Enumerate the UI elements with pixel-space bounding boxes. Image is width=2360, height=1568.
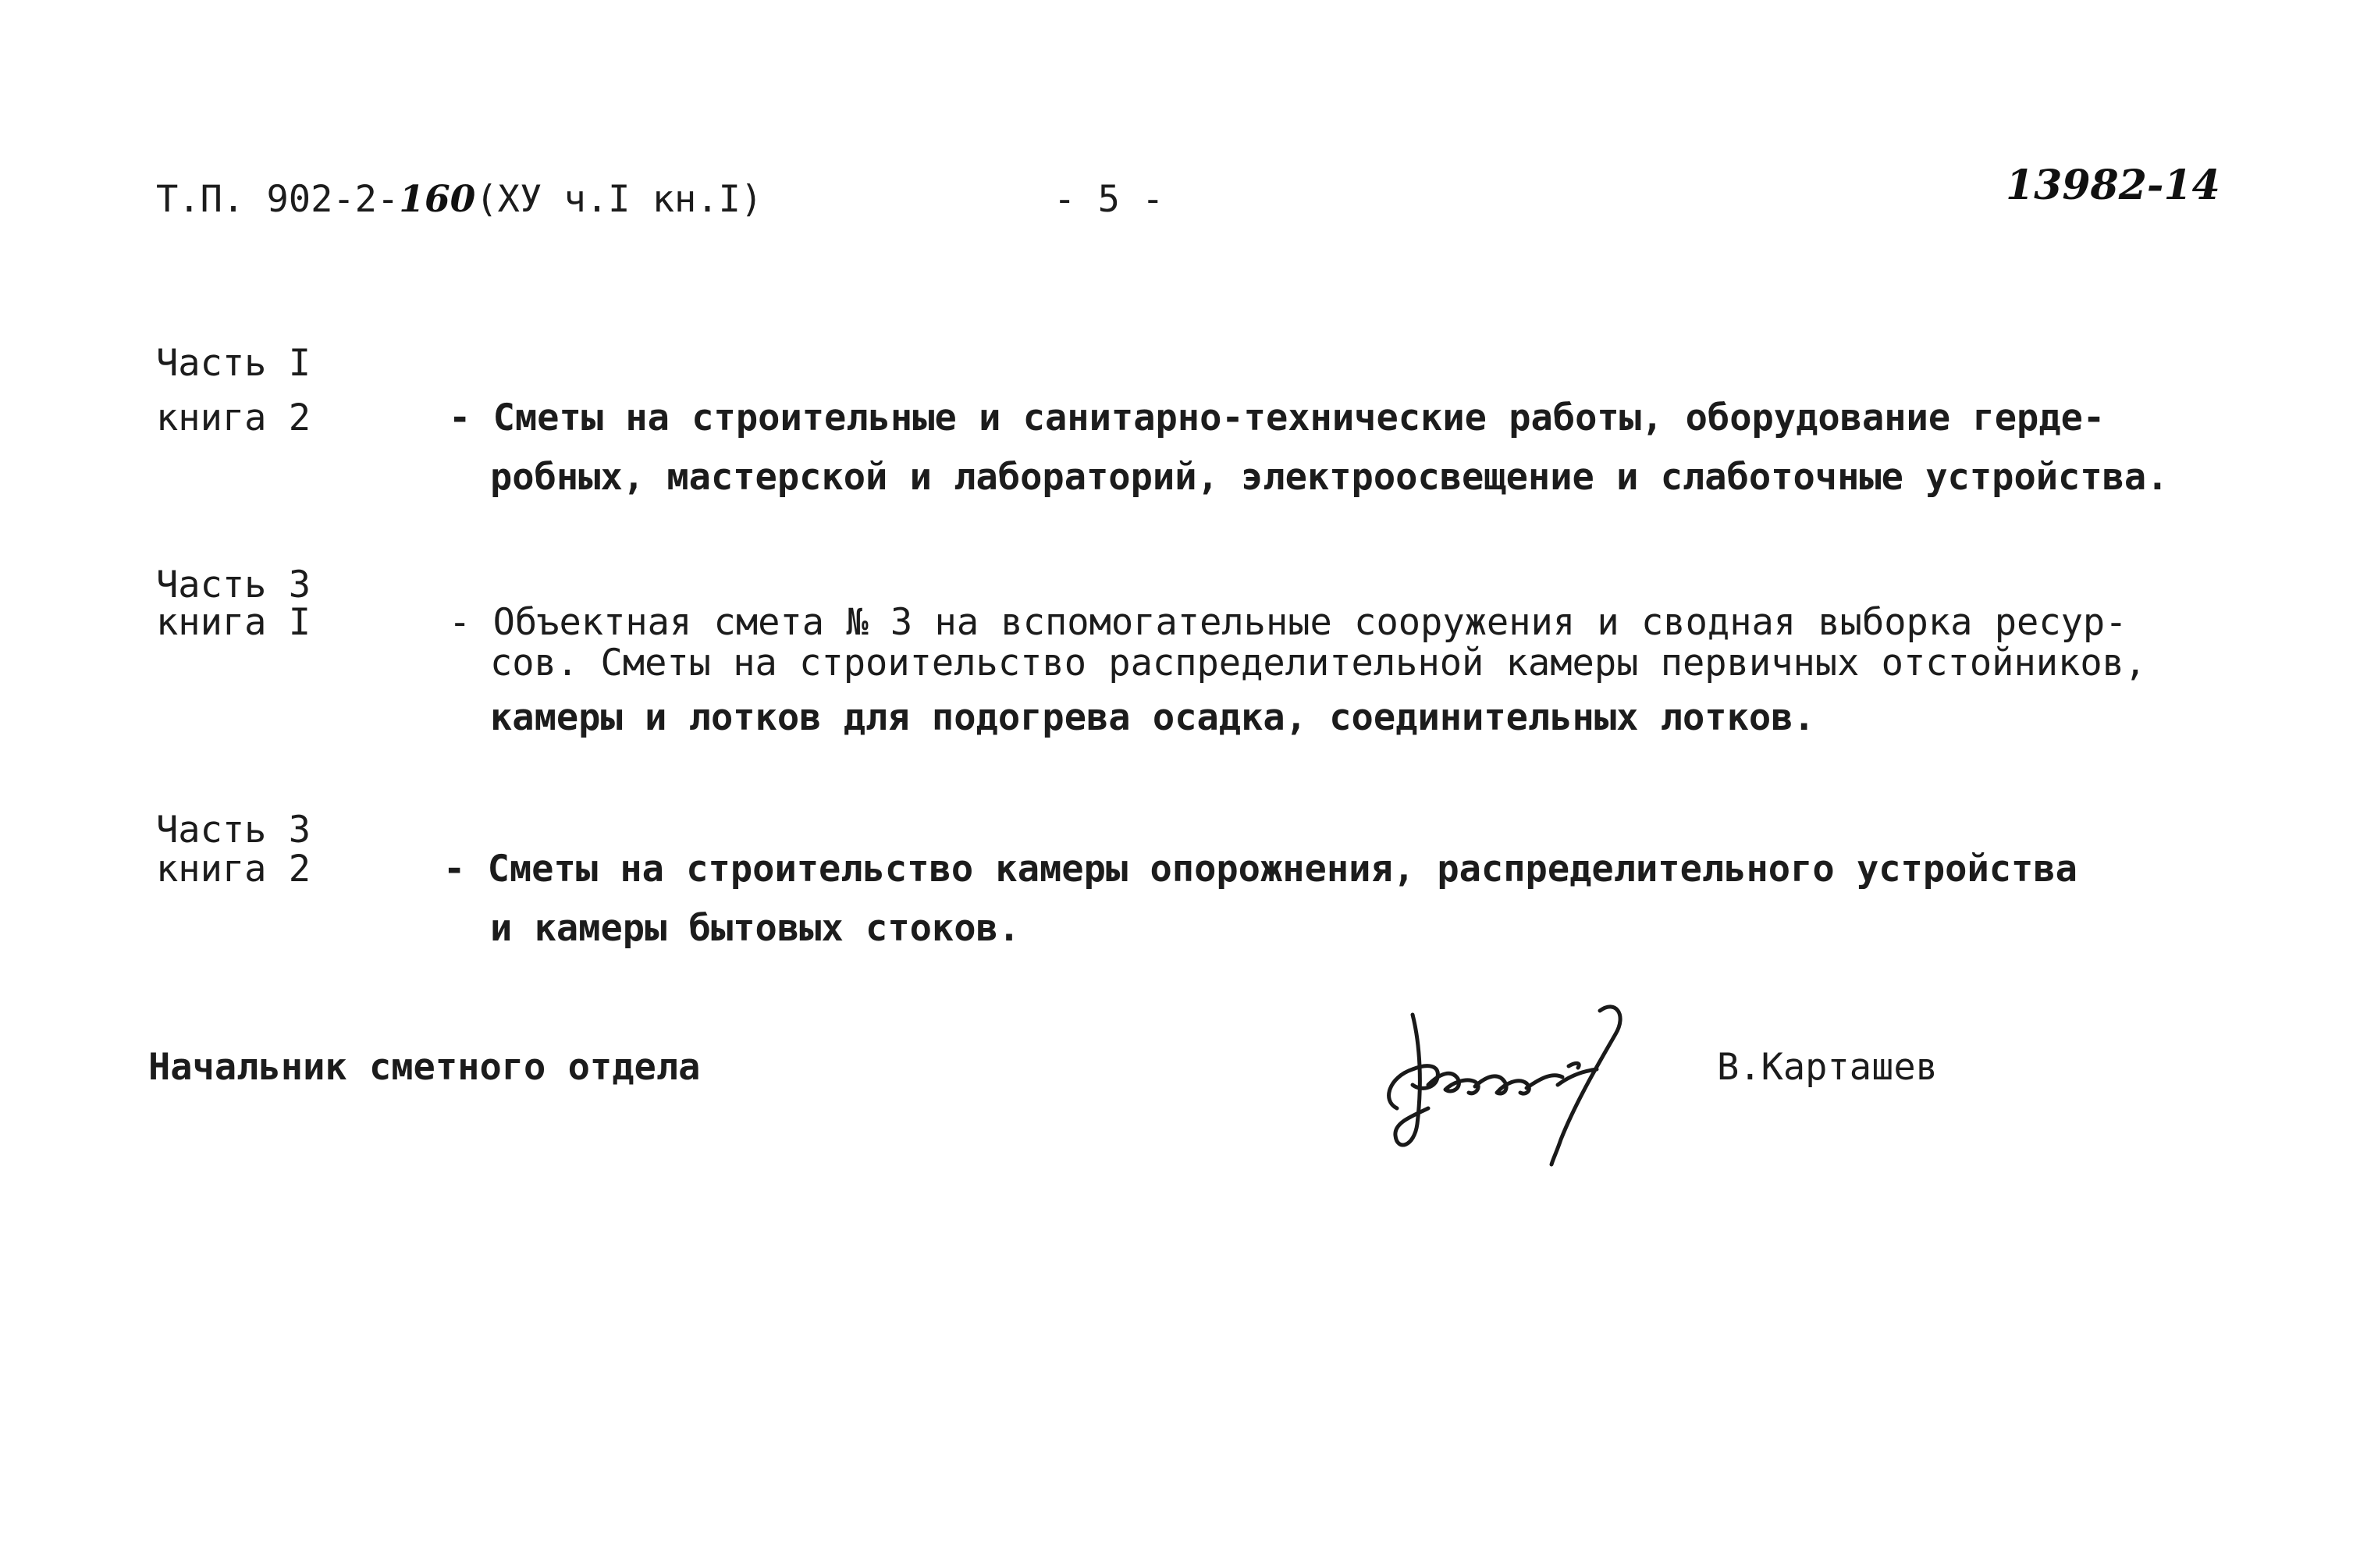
handwritten-signature: [1366, 991, 1662, 1171]
signatory-position: Начальник сметного отдела: [148, 1046, 701, 1089]
inventory-number: 13982-14: [2006, 162, 2220, 209]
section-book: книга 2: [156, 848, 311, 891]
page-number: - 5 -: [1054, 178, 1164, 221]
section-part: Часть 3: [156, 809, 311, 852]
document-code-handwritten: 160: [399, 178, 476, 221]
section-line: - Объектная смета № 3 на вспомогательные сооружения и сводная выборка ресур-: [449, 601, 2127, 644]
signatory-name: В.Карташев: [1717, 1046, 1938, 1089]
section-line: - Сметы на строительные и санитарно-технические работы, оборудование герде-: [449, 396, 2106, 439]
section-line: - Сметы на строительство камеры опорожнения, распределительного устройства: [443, 848, 2077, 891]
section-line: робных, мастерской и лабораторий, электроосвещение и слаботочные устройства.: [490, 456, 2169, 499]
document-code-prefix: Т.П. 902-2-: [156, 178, 400, 221]
section-part: Часть I: [156, 342, 311, 385]
document-code: [156, 178, 762, 222]
section-book: книга I: [156, 601, 311, 644]
section-line: камеры и лотков для подогрева осадка, соединительных лотков.: [490, 696, 1815, 739]
section-line: сов. Сметы на строительство распределительной камеры первичных отстойников,: [490, 642, 2147, 684]
section-part: Часть 3: [156, 564, 311, 606]
section-line: и камеры бытовых стоков.: [490, 907, 1021, 950]
section-book: книга 2: [156, 396, 311, 439]
document-code-suffix: (ХУ ч.I кн.I): [475, 178, 763, 221]
